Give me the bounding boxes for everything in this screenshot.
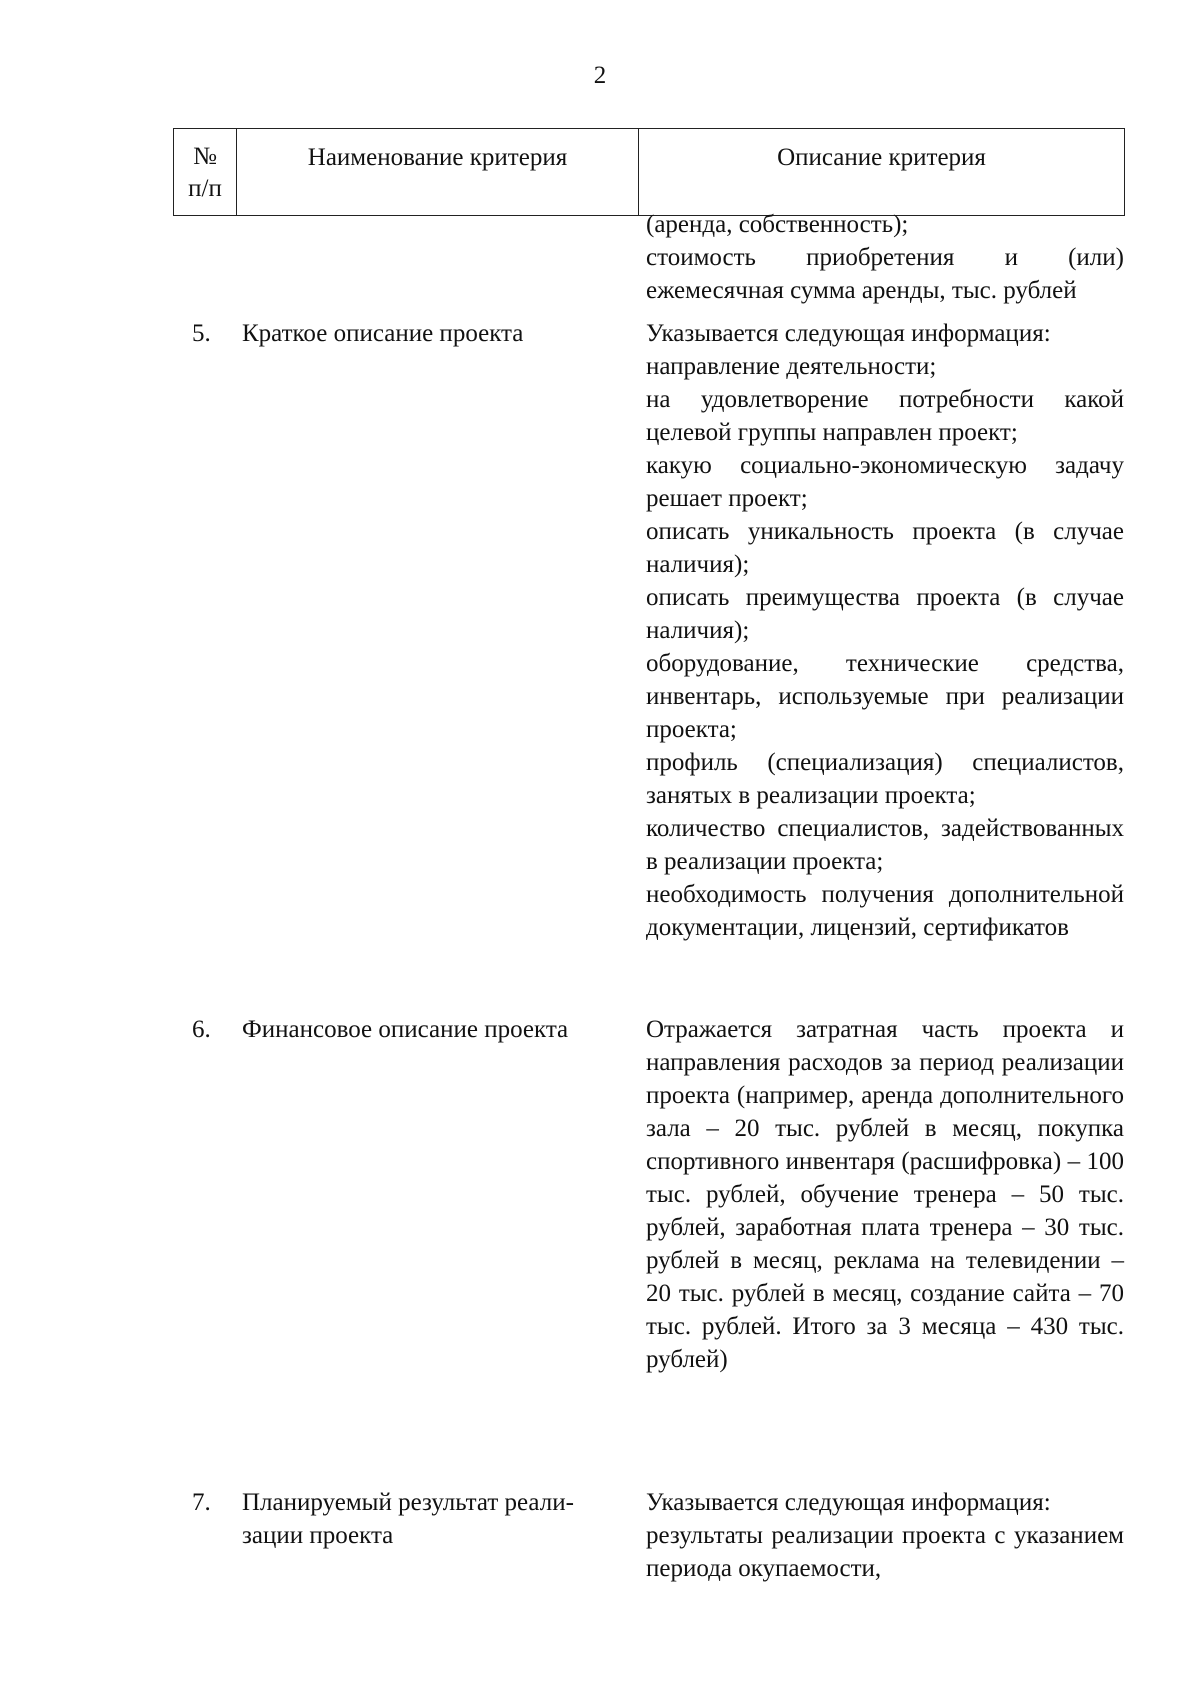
criterion-description — [646, 208, 1124, 307]
criterion-description — [646, 1013, 1124, 1376]
page-number: 2 — [593, 62, 607, 89]
description-line: Отражается затратная часть проекта и направления расходов за период реализации проекта (например, аренда дополнительного зала – 20 тыс. рублей в месяц, покупка спортивного инвентаря (расшифровка) – 100 тыс. рублей, обучение тренера – 50 тыс. рублей, заработная плата тренера – 30 тыс. рублей в месяц, реклама на телевидении – 20 тыс. рублей в месяц, создание сайта – 70 тыс. рублей. Итого за 3 месяца – 430 тыс. рублей) — [646, 1016, 1124, 1373]
header-criterion-name: Наименование критерия — [237, 129, 639, 215]
criterion-name — [242, 317, 630, 350]
description-line: необходимость получения дополнительной документации, лицензий, сертификатов — [646, 881, 1124, 941]
description-line: оборудование, технические средства, инвентарь, используемые при реализации проекта; — [646, 650, 1124, 743]
description-line: стоимость приобретения и (или) ежемесячная сумма аренды, тыс. рублей — [646, 244, 1124, 304]
criterion-name-line: Краткое описание проекта — [242, 320, 524, 347]
header-number-column — [174, 129, 237, 215]
criterion-name-line: зации проекта — [242, 1522, 394, 1549]
header-number-sign: № — [193, 143, 217, 170]
description-line: описать преимущества проекта (в случае наличия); — [646, 584, 1124, 644]
criterion-name — [242, 1013, 630, 1046]
description-line: на удовлетворение потребности какой целевой группы направлен проект; — [646, 386, 1124, 446]
criterion-description — [646, 1486, 1124, 1585]
row-number: 5. — [192, 320, 211, 347]
criterion-name — [242, 1486, 630, 1552]
description-line: направление деятельности; — [646, 353, 937, 380]
description-line: профиль (специализация) специалистов, занятых в реализации проекта; — [646, 749, 1124, 809]
criteria-table-header — [173, 128, 1125, 216]
description-line: описать уникальность проекта (в случае наличия); — [646, 518, 1124, 578]
description-line: какую социально-экономическую задачу решает проект; — [646, 452, 1124, 512]
description-line: результаты реализации проекта с указанием периода окупаемости, — [646, 1522, 1124, 1582]
header-criterion-description: Описание критерия — [777, 144, 986, 171]
description-line: Указывается следующая информация: — [646, 1489, 1051, 1516]
row-number: 6. — [192, 1016, 211, 1043]
criterion-name-line: Финансовое описание проекта — [242, 1016, 569, 1043]
criterion-name-line: Планируемый результат реали- — [242, 1489, 574, 1516]
row-number: 7. — [192, 1489, 211, 1516]
description-line: Указывается следующая информация: — [646, 320, 1051, 347]
description-line: количество специалистов, задействованных в реализации проекта; — [646, 815, 1124, 875]
description-line: (аренда, собственность); — [646, 211, 909, 238]
criterion-description — [646, 317, 1124, 944]
header-number-abbr: п/п — [188, 175, 222, 202]
